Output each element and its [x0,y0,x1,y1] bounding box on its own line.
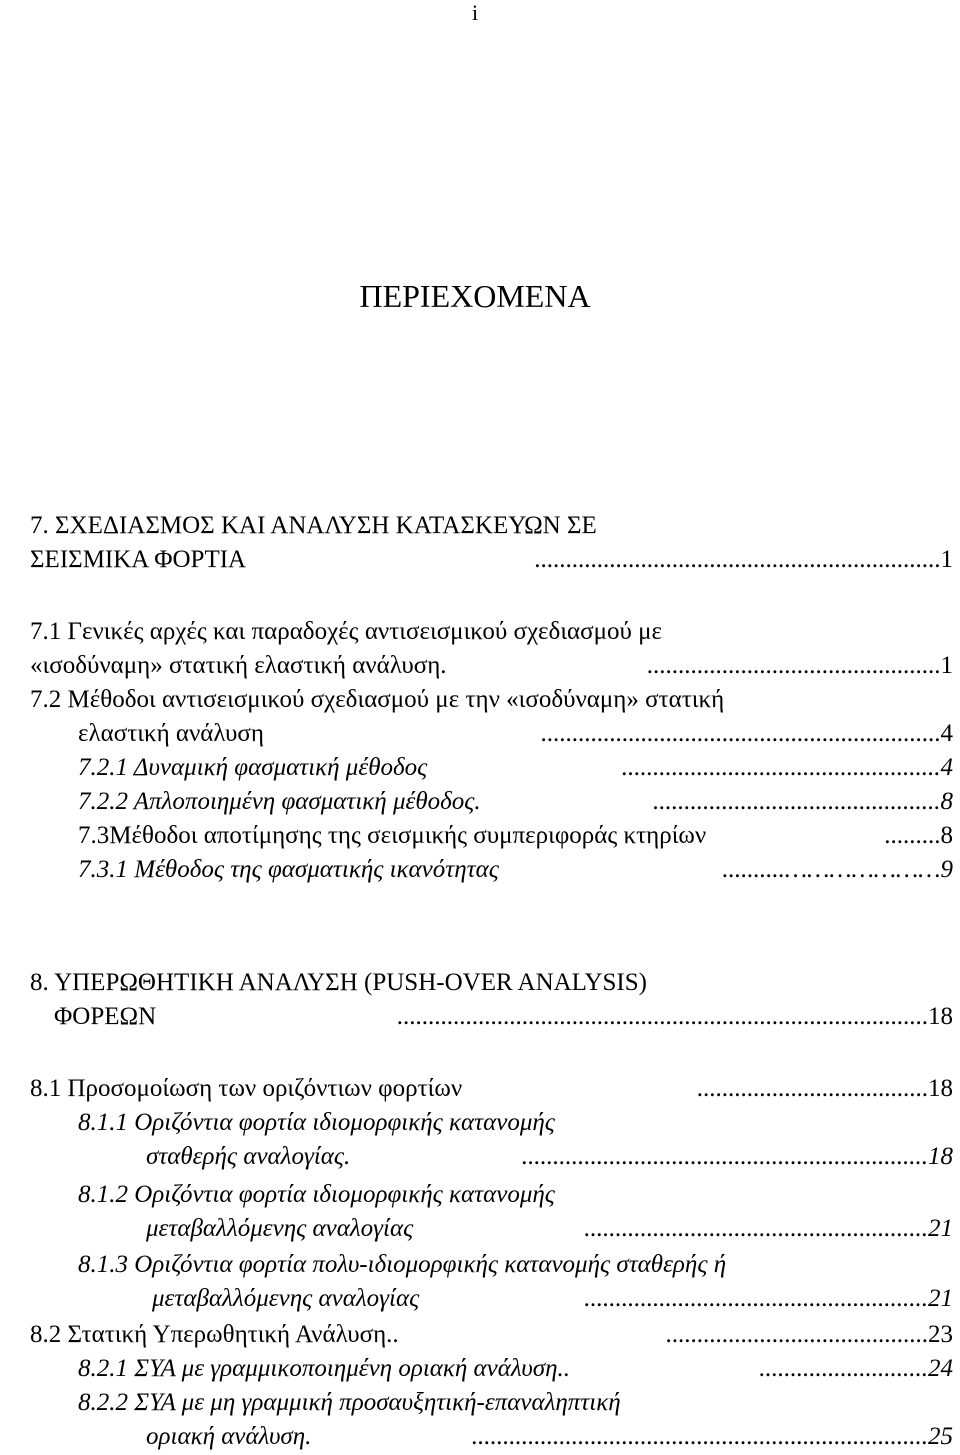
toc-entry-ch7-line1[interactable]: 7. ΣΧΕΔΙΑΣΜΟΣ ΚΑΙ ΑΝΑΛΥΣΗ ΚΑΤΑΣΚΕΥΩΝ ΣΕ [30,512,597,539]
toc-leader-dots: ..................................................................................... [396,1003,928,1030]
toc-entry-8-1-1-line1[interactable]: 8.1.1 Οριζόντια φορτία ιδιομορφικής κατανομής [78,1109,555,1136]
toc-leader-dots: .......................................... [665,1321,928,1348]
toc-leader-dots: ......................................................................... [471,1423,928,1450]
toc-leader-dots: .............................................. [653,788,941,815]
toc-leader-dots: ............................................... [646,652,941,679]
toc-entry-text: οριακή ανάλυση. [146,1423,312,1450]
toc-page-number: 9 [940,856,953,883]
toc-page-number: 1 [940,652,953,679]
toc-entry-text: 8.1 Προσομοίωση των οριζόντιων φορτίων [30,1075,463,1102]
toc-leader-dots: ....................................................... [584,1285,928,1312]
toc-page-number: 4 [940,754,953,781]
toc-entry-8-1-2[interactable] [146,1212,953,1246]
toc-entry-8-1-2-line1[interactable]: 8.1.2 Οριζόντια φορτία ιδιομορφικής κατανομής [78,1181,555,1208]
toc-entry-text: 7.3Μέθοδοι αποτίμησης της σεισμικής συμπεριφοράς κτηρίων [78,822,707,849]
toc-leader-dots: ………………….......... [722,856,941,883]
toc-entry-8-1-3-line1[interactable]: 8.1.3 Οριζόντια φορτία πολυ-ιδιομορφικής κατανομής σταθερής ή [78,1251,727,1278]
toc-entry-text: 7.3.1 Μέθοδος της φασματικής ικανότητας [78,856,499,883]
toc-page-number: 1 [940,546,953,573]
toc-entry-ch7[interactable] [30,543,953,577]
toc-entry-8-1-3[interactable] [152,1282,953,1316]
toc-entry-7-2[interactable] [78,717,953,751]
toc-entry-ch8-line1[interactable]: 8. ΥΠΕΡΩΘΗΤΙΚΗ ΑΝΑΛΥΣΗ (PUSH-OVER ANALYSIS) [30,969,647,996]
toc-entry-text: 7.2.1 Δυναμική φασματική μέθοδος [78,754,428,781]
toc-leader-dots: ..................................... [696,1075,928,1102]
toc-entry-ch8[interactable] [54,1000,953,1034]
toc-entry-7-3[interactable] [78,819,953,853]
toc-entry-7-1[interactable] [30,649,953,683]
toc-leader-dots: ................................................................. [521,1143,928,1170]
toc-entry-text: μεταβαλλόμενης αναλογίας [152,1285,420,1312]
toc-entry-text: ΣΕΙΣΜΙΚΑ ΦΟΡΤΙΑ [30,546,247,573]
toc-leader-dots: ................................................................. [534,546,941,573]
toc-entry-7-3-1[interactable] [78,853,953,887]
toc-entry-text: 8.2 Στατική Υπερωθητική Ανάλυση.. [30,1321,399,1348]
toc-leader-dots: ................................................................ [540,720,941,747]
toc-page-number: 18 [928,1143,953,1170]
toc-page-number: 4 [940,720,953,747]
toc-entry-7-2-2[interactable] [78,785,953,819]
toc-entry-text: «ισοδύναμη» στατική ελαστική ανάλυση. [30,652,447,679]
toc-entry-text: 7.2.2 Απλοποιημένη φασματική μέθοδος. [78,788,481,815]
toc-entry-text: μεταβαλλόμενης αναλογίας [146,1215,414,1242]
toc-entry-8-2-2-line1[interactable]: 8.2.2 ΣΥΑ με μη γραμμική προσαυξητική-επαναληπτική [78,1389,621,1416]
toc-page-number: 21 [928,1285,953,1312]
toc-page-number: 21 [928,1215,953,1242]
toc-page-number: 18 [928,1075,953,1102]
page-number: i [471,0,479,25]
toc-leader-dots: ................................................... [621,754,941,781]
toc-page-number: 8 [940,788,953,815]
toc-entry-7-2-1[interactable] [78,751,953,785]
toc-entry-text: 8.2.1 ΣΥΑ με γραμμικοποιημένη οριακή ανάλυση.. [78,1355,571,1382]
page-title: ΠΕΡΙΕΧΟΜΕΝΑ [359,278,591,314]
toc-leader-dots: ....................................................... [584,1215,928,1242]
toc-entry-text: σταθερής αναλογίας. [146,1143,351,1170]
toc-entry-7-2-line1[interactable]: 7.2 Μέθοδοι αντισεισμικού σχεδιασμού με την «ισοδύναμη» στατική [30,686,725,713]
toc-entry-8-2-2[interactable] [146,1420,953,1454]
toc-entry-7-1-line1[interactable]: 7.1 Γενικές αρχές και παραδοχές αντισεισμικού σχεδιασμού με [30,618,663,645]
toc-entry-8-1-1[interactable] [146,1140,953,1174]
toc-leader-dots: ........................... [759,1355,928,1382]
toc-entry-text: ΦΟΡΕΩΝ [54,1003,157,1030]
toc-page-number: 25 [928,1423,953,1450]
toc-page-number: 8 [940,822,953,849]
toc-page-number: 23 [928,1321,953,1348]
toc-page-number: 24 [928,1355,953,1382]
toc-entry-8-2-1[interactable] [78,1352,953,1386]
toc-entry-8-2[interactable] [30,1318,953,1352]
toc-page-number: 18 [928,1003,953,1030]
toc-entry-8-1[interactable] [30,1072,953,1106]
toc-entry-text: ελαστική ανάλυση [78,720,264,747]
toc-leader-dots: ......... [884,822,941,849]
